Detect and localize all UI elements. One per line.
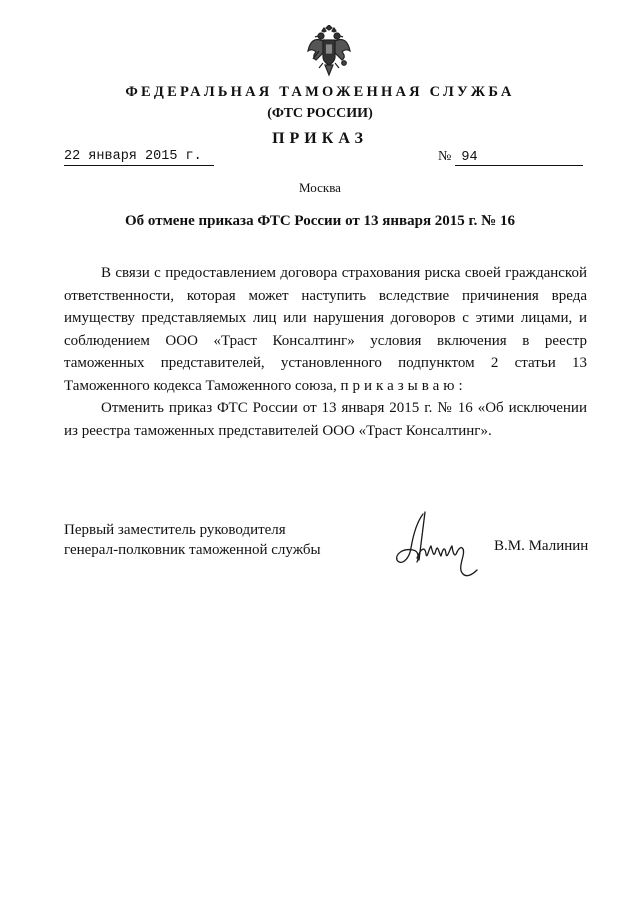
organization-name: ФЕДЕРАЛЬНАЯ ТАМОЖЕННАЯ СЛУЖБА — [125, 84, 515, 100]
document-title: Об отмене приказа ФТС России от 13 января 2015 г. № 16 — [125, 213, 515, 229]
document-body — [64, 262, 587, 442]
signatory-position-line-1: Первый заместитель руководителя — [64, 522, 286, 538]
document-number-field — [438, 147, 588, 166]
body-paragraph-1 — [64, 262, 587, 397]
body-paragraph-2: Отменить приказ ФТС России от 13 января 2015 г. № 16 «Об исключении из реестра таможенных представителей ООО «Траст Консалтинг». — [64, 400, 587, 439]
document-city: Москва — [299, 180, 341, 195]
signatory-name: В.М. Малинин — [494, 538, 589, 554]
signatory-position-line-2: генерал-полковник таможенной службы — [64, 542, 321, 558]
handwritten-signature-icon — [393, 508, 483, 583]
signatory-position — [64, 520, 321, 560]
document-number: 94 — [455, 150, 583, 166]
organization-abbreviation: (ФТС РОССИИ) — [267, 106, 373, 121]
body-paragraph-1-text: В связи с предоставлением договора страхования риска своей гражданской ответственности, которая может наступить вследствие причинения вреда имуществу представляемых лиц или нарушения договоров с этими лицами, и соблюдением ООО «Траст Консалтинг» условия включения в реестр таможенных представителей, установленного подпунктом 2 статьи 13 Таможенного кодекса Таможенного союза, — [64, 265, 587, 394]
double-headed-eagle-emblem-icon — [307, 25, 351, 77]
document-type: ПРИКАЗ — [272, 130, 368, 147]
document-date: 22 января 2015 г. — [64, 149, 214, 166]
number-sign: № — [438, 149, 452, 164]
order-word: приказываю: — [340, 377, 467, 394]
